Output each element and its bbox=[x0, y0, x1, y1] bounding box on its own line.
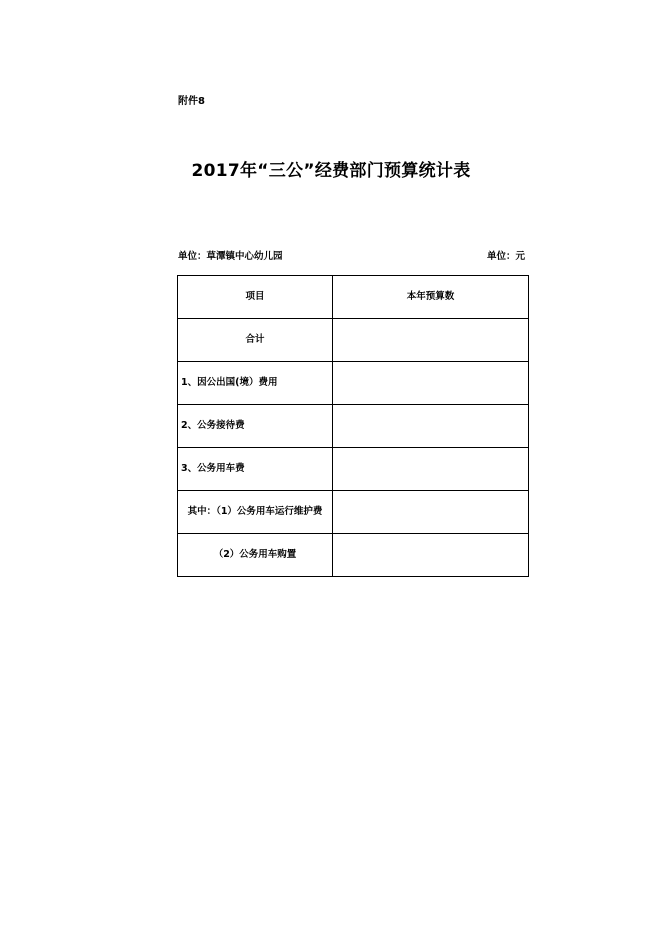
unit-organization: 单位：草潭镇中心幼儿园 bbox=[178, 251, 283, 262]
row-item-vehicle-purchase: （2）公务用车购置 bbox=[178, 534, 333, 577]
row-value-reception bbox=[333, 405, 529, 448]
page-title: 2017年“三公”经费部门预算统计表 bbox=[191, 161, 471, 181]
table-row bbox=[178, 319, 529, 362]
budget-table bbox=[177, 275, 529, 577]
table-row bbox=[178, 405, 529, 448]
row-value-total bbox=[333, 319, 529, 362]
column-header-budget: 本年预算数 bbox=[333, 276, 529, 319]
row-item-vehicle: 3、公务用车费 bbox=[178, 448, 333, 491]
table-row bbox=[178, 448, 529, 491]
table-row bbox=[178, 362, 529, 405]
row-value-vehicle-maintenance bbox=[333, 491, 529, 534]
attachment-label: 附件8 bbox=[178, 96, 205, 107]
row-item-reception: 2、公务接待费 bbox=[178, 405, 333, 448]
table-row bbox=[178, 491, 529, 534]
table-header-row bbox=[178, 276, 529, 319]
row-value-overseas bbox=[333, 362, 529, 405]
row-value-vehicle-purchase bbox=[333, 534, 529, 577]
row-item-total: 合计 bbox=[178, 319, 333, 362]
table-row bbox=[178, 534, 529, 577]
column-header-item: 项目 bbox=[178, 276, 333, 319]
unit-currency: 单位：元 bbox=[486, 251, 525, 262]
row-item-vehicle-maintenance: 其中：（1）公务用车运行维护费 bbox=[178, 491, 333, 534]
row-value-vehicle bbox=[333, 448, 529, 491]
row-item-overseas: 1、因公出国(境）费用 bbox=[178, 362, 333, 405]
